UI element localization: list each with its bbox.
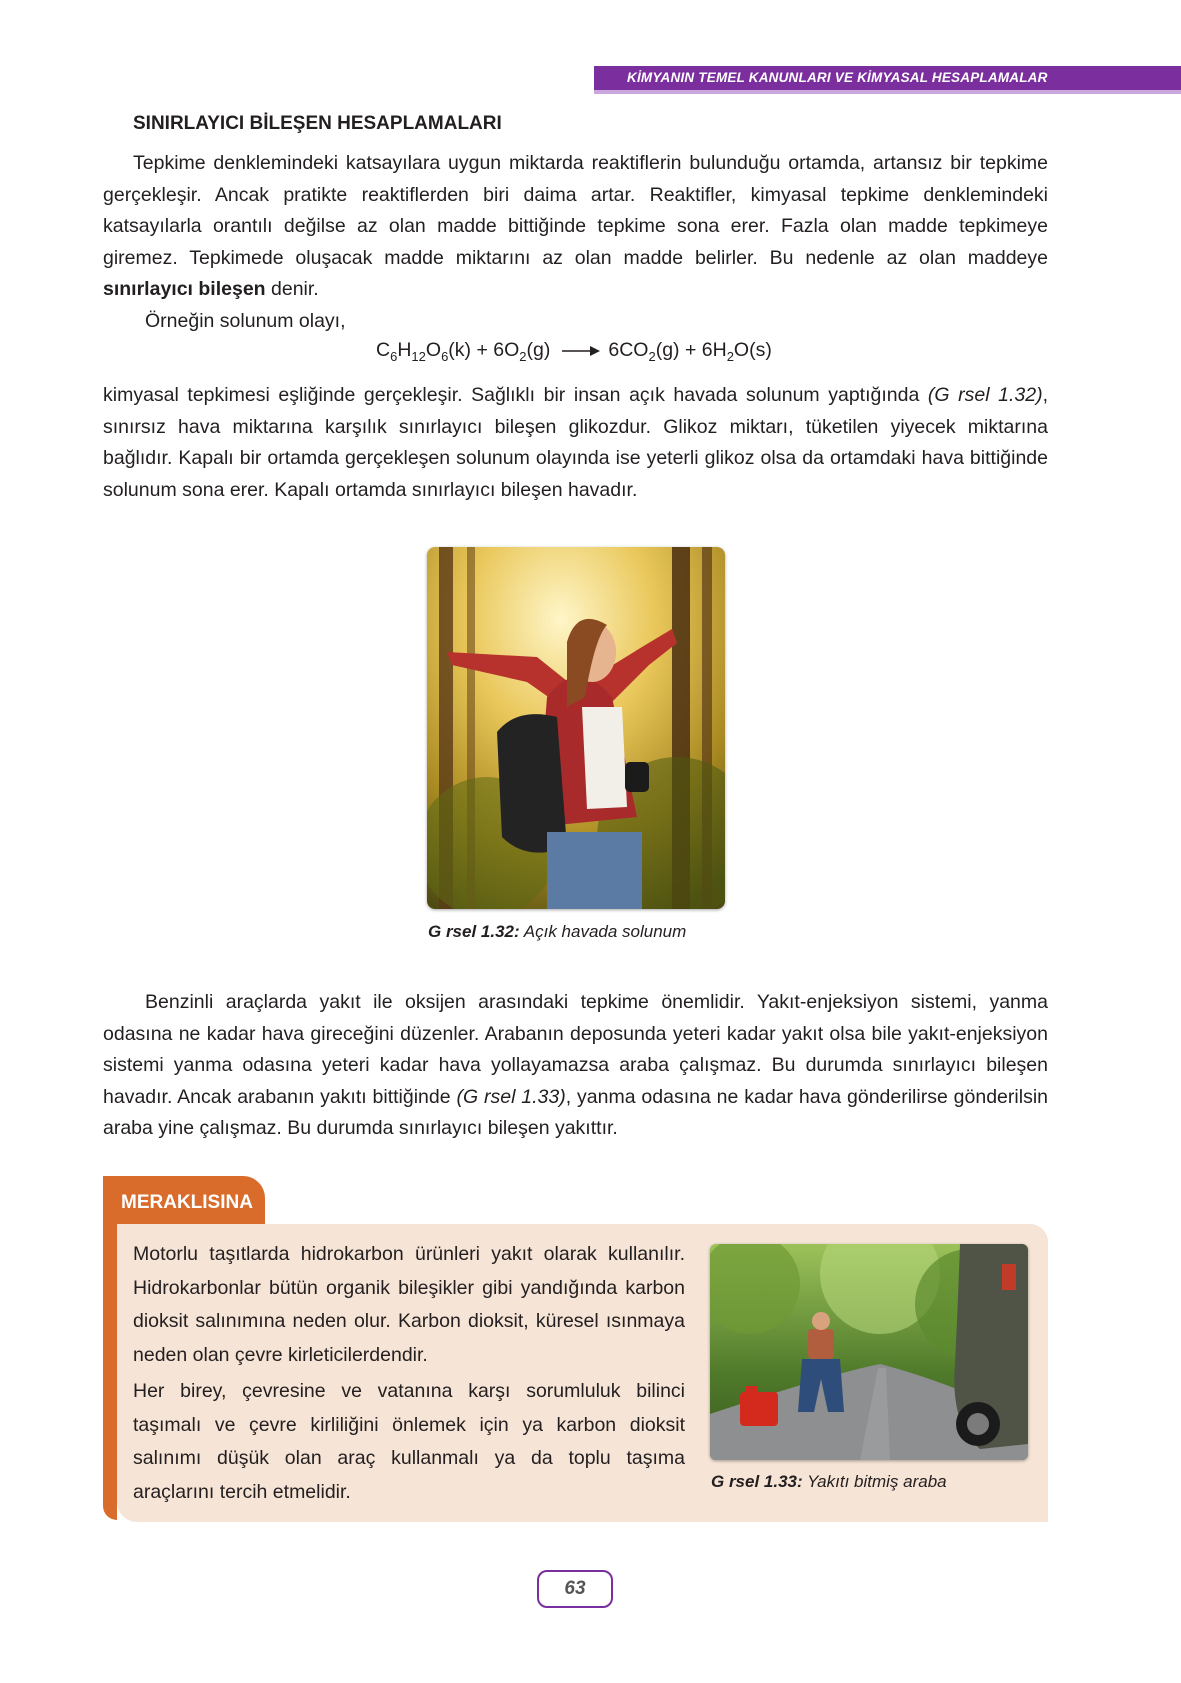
- figure-caption-text-2: Yakıtı bitmiş araba: [802, 1472, 947, 1491]
- paragraph-respiration: [103, 380, 1048, 506]
- paragraph-example: [103, 306, 1048, 338]
- meraklisina-paragraph-1: Motorlu taşıtlarda hidrokarbon ürünleri yakıt olarak kullanılır. Hidrokarbonlar bütün organik bileşikler gibi yandığında karbon dioksit salınımına neden olur. Karbon dioksit, küresel ısınmaya neden olan çevre kirleticilerdendir.: [133, 1243, 685, 1366]
- figure-caption-1: [428, 922, 686, 942]
- figure-reference: (G rsel 1.32): [927, 384, 1043, 406]
- paragraph-intro: [103, 148, 1048, 306]
- figure-label-1: G rsel 1.32:: [428, 922, 520, 941]
- term-limiting-reactant: sınırlayıcı bileşen: [103, 278, 266, 300]
- meraklisina-label: MERAKLISINA: [121, 1192, 253, 1213]
- photo-car-out-of-fuel: [710, 1244, 1028, 1460]
- reaction-arrow-icon: [562, 345, 600, 357]
- figure-label-2: G rsel 1.33:: [711, 1472, 803, 1491]
- paragraph-engine-text: Benzinli araçlarda yakıt ile oksijen arasındaki tepkime önemlidir. Yakıt-enjeksiyon sistemi, yanma odasına ne kadar hava gireceğini düzenler. Arabanın deposunda yeteri kadar yakıt olsa bile yakıt-enjeksiyon sistemi yanma odasına yeteri kadar hava yollayamazsa araba çalışmaz. Bu durumda sınırlayıcı bileşen havadır. Ancak arabanın yakıtı bittiğinde: [103, 991, 1048, 1108]
- page-number: 63: [537, 1570, 613, 1608]
- figure-caption-2: [711, 1472, 947, 1492]
- paragraph-intro-text: Tepkime denklemindeki katsayılara uygun miktarda reaktiflerin bulunduğu ortamda, artansız bir tepkime gerçekleşir. Ancak pratikte reaktiflerden biri daima artar. Reaktifler, kimyasal tepkime denklemindeki katsayılarla orantılı değilse az olan madde bittiğinde tepkime sona erer. Fazla olan madde tepkimeye giremez. Tepkimede oluşacak madde miktarını az olan madde belirler. Bu nedenle az olan maddeye: [103, 152, 1048, 269]
- chapter-title: KİMYANIN TEMEL KANUNLARI VE KİMYASAL HESAPLAMALAR: [627, 70, 1048, 85]
- meraklisina-box-edge: [103, 1224, 117, 1520]
- photo-woman-breathing: [427, 547, 725, 909]
- section-title: SINIRLAYICI BİLEŞEN HESAPLAMALARI: [133, 113, 502, 134]
- paragraph-engine-end: , yanma odasına ne kadar hava gönderilirse gönderilsin araba yine çalışmaz. Bu durumda sınırlayıcı bileşen yakıttır.: [103, 1085, 1048, 1139]
- paragraph-engine: [103, 987, 1048, 1145]
- paragraph-example-text: Örneğin solunum olayı,: [145, 310, 346, 332]
- equation-products: $6CO_2(g) + 6H_2O(s)$: [608, 339, 772, 364]
- meraklisina-paragraph-2: Her birey, çevresine ve vatanına karşı sorumluluk bilinci taşımalı ve çevre kirliliğini önlemek için ya karbon dioksit salınımı düşük olan araç kullanmalı ya da toplu taşıma araçlarını tercih etmelidir.: [133, 1380, 685, 1503]
- respiration-equation: [376, 339, 772, 362]
- figure-reference-2: (G rsel 1.33): [456, 1085, 566, 1108]
- woman-forest-illustration: [427, 547, 725, 909]
- car-road-illustration: [710, 1244, 1028, 1460]
- figure-caption-text-1: Açık havada solunum: [519, 922, 687, 941]
- equation-reactants: $C_6H_{12}O_6(k) + 6O_2(g)$: [376, 339, 551, 364]
- chapter-header: [594, 66, 1181, 94]
- meraklisina-tab: [103, 1176, 265, 1224]
- paragraph-respiration-end: , sınırsız hava miktarına karşılık sınırlayıcı bileşen glikozdur. Glikoz miktarı, tüketilen yiyecek miktarına bağlıdır. Kapalı bir ortamda gerçekleşen solunum olayında ise yeterli glikoz olsa da ortamdaki hava bittiğinde solunum sona erer. Kapalı ortamda sınırlayıcı bileşen havadır.: [103, 384, 1048, 501]
- paragraph-intro-end: denir.: [265, 278, 319, 300]
- paragraph-respiration-text: kimyasal tepkimesi eşliğinde gerçekleşir. Sağlıklı bir insan açık havada solunum yaptığında: [103, 384, 928, 406]
